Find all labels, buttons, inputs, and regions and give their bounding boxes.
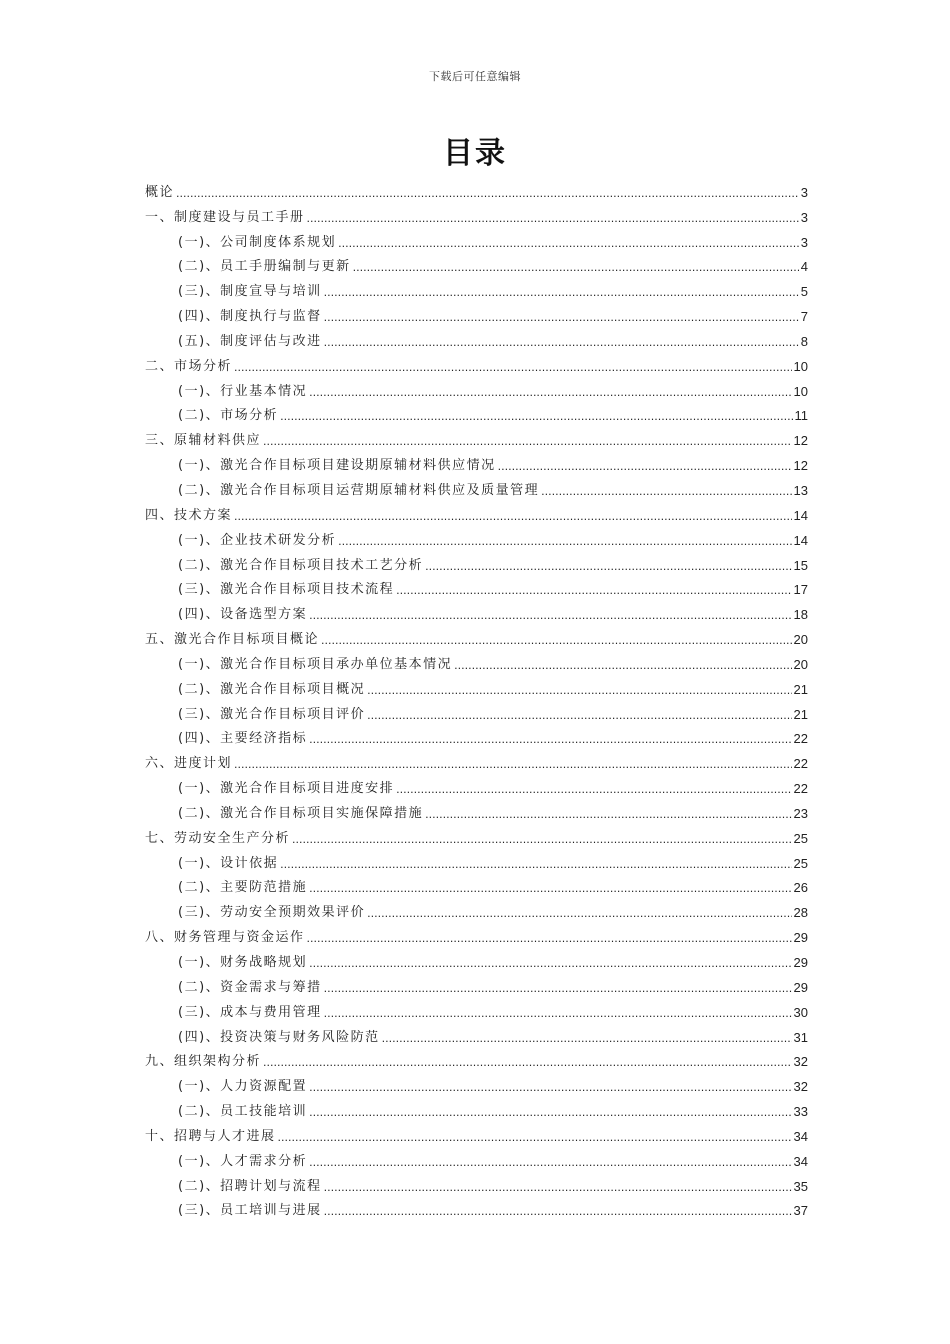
toc-dot-leader xyxy=(309,881,791,897)
toc-entry-page-number: 35 xyxy=(793,1178,808,1194)
toc-dot-leader xyxy=(396,782,791,798)
toc-entry[interactable] xyxy=(145,773,808,798)
toc-entry-page-number: 15 xyxy=(793,557,808,573)
toc-entry[interactable] xyxy=(145,1047,808,1072)
toc-entry-label: 三、原辅材料供应 xyxy=(145,433,262,449)
toc-entry-label: 一、制度建设与员工手册 xyxy=(145,209,305,225)
toc-entry[interactable] xyxy=(145,450,808,475)
toc-entry-page-number: 21 xyxy=(793,706,808,722)
toc-entry[interactable] xyxy=(145,401,808,426)
toc-entry-page-number: 18 xyxy=(793,607,808,623)
toc-entry-label: (四)、投资决策与财务风险防范 xyxy=(178,1029,380,1045)
toc-entry-page-number: 3 xyxy=(800,209,808,225)
toc-dot-leader xyxy=(338,236,799,252)
toc-entry-label: (二)、激光合作目标项目技术工艺分析 xyxy=(178,557,424,573)
toc-entry[interactable] xyxy=(145,326,808,351)
toc-entry-page-number: 21 xyxy=(793,681,808,697)
toc-dot-leader xyxy=(263,1055,792,1071)
toc-entry-page-number: 30 xyxy=(793,1004,808,1020)
toc-dot-leader xyxy=(234,757,792,773)
toc-entry-label: (一)、人才需求分析 xyxy=(178,1153,308,1169)
toc-entry-page-number: 14 xyxy=(793,507,808,523)
toc-dot-leader xyxy=(498,459,792,475)
toc-entry[interactable] xyxy=(145,1171,808,1196)
toc-entry-page-number: 12 xyxy=(793,433,808,449)
toc-dot-leader xyxy=(324,1180,792,1196)
toc-entry-page-number: 13 xyxy=(793,482,808,498)
toc-entry-page-number: 11 xyxy=(794,408,808,424)
toc-dot-leader xyxy=(324,1006,792,1022)
toc-dot-leader xyxy=(309,1080,791,1096)
toc-entry-label: 概论 xyxy=(145,184,175,200)
toc-entry-label: (二)、招聘计划与流程 xyxy=(178,1178,322,1194)
toc-dot-leader xyxy=(321,633,792,649)
toc-dot-leader xyxy=(454,658,791,674)
toc-entry-page-number: 20 xyxy=(793,632,808,648)
toc-entry-label: (二)、激光合作目标项目概况 xyxy=(178,681,366,697)
toc-dot-leader xyxy=(324,285,799,301)
toc-entry-page-number: 33 xyxy=(793,1104,808,1120)
toc-dot-leader xyxy=(382,1031,792,1047)
toc-entry-label: (二)、资金需求与筹措 xyxy=(178,979,322,995)
toc-entry[interactable] xyxy=(145,301,808,326)
toc-entry-label: (一)、财务战略规划 xyxy=(178,955,308,970)
toc-entry[interactable] xyxy=(145,873,808,898)
toc-dot-leader xyxy=(324,310,799,326)
toc-dot-leader xyxy=(280,857,791,873)
toc-entry-label: 十、招聘与人才进展 xyxy=(145,1128,276,1144)
toc-entry-page-number: 7 xyxy=(800,309,808,325)
toc-entry-label: (二)、市场分析 xyxy=(178,408,279,424)
toc-entry-page-number: 3 xyxy=(800,234,808,250)
toc-entry-label: (一)、激光合作目标项目承办单位基本情况 xyxy=(178,656,453,672)
toc-entry-page-number: 10 xyxy=(793,383,808,399)
toc-entry-label: (四)、主要经济指标 xyxy=(178,731,308,747)
toc-dot-leader xyxy=(367,683,791,699)
toc-entry-label: (二)、主要防范措施 xyxy=(178,880,308,896)
toc-entry-label: (三)、制度宣导与培训 xyxy=(178,284,322,300)
toc-entry-page-number: 22 xyxy=(793,756,808,772)
toc-dot-leader xyxy=(278,1130,792,1146)
toc-dot-leader xyxy=(324,335,799,351)
toc-dot-leader xyxy=(176,186,799,202)
toc-entry-page-number: 32 xyxy=(793,1079,808,1095)
toc-entry-page-number: 22 xyxy=(793,781,808,797)
toc-entry-label: (三)、激光合作目标项目技术流程 xyxy=(178,582,395,598)
toc-entry-page-number: 14 xyxy=(793,532,808,548)
toc-entry[interactable] xyxy=(145,649,808,674)
toc-dot-leader xyxy=(234,509,792,525)
toc-entry-label: (二)、员工技能培训 xyxy=(178,1104,308,1120)
toc-entry-page-number: 8 xyxy=(800,333,808,349)
toc-entry[interactable] xyxy=(145,227,808,252)
toc-entry[interactable] xyxy=(145,1121,808,1146)
toc-entry-label: (一)、行业基本情况 xyxy=(178,383,308,399)
toc-entry[interactable] xyxy=(145,997,808,1022)
toc-entry-page-number: 17 xyxy=(793,582,808,598)
toc-entry[interactable] xyxy=(145,475,808,500)
toc-entry[interactable] xyxy=(145,1196,808,1221)
toc-entry-label: (三)、激光合作目标项目评价 xyxy=(178,706,366,722)
toc-entry-label: (一)、激光合作目标项目进度安排 xyxy=(178,781,395,797)
header-note: 下载后可任意编辑 xyxy=(429,70,521,83)
toc-entry[interactable] xyxy=(145,500,808,525)
toc-entry-page-number: 31 xyxy=(793,1029,808,1045)
toc-entry[interactable] xyxy=(145,425,808,450)
toc-entry[interactable] xyxy=(145,1146,808,1171)
toc-entry-page-number: 26 xyxy=(793,880,808,896)
toc-entry-label: (一)、企业技术研发分析 xyxy=(178,532,337,548)
toc-entry-page-number: 23 xyxy=(793,805,808,821)
toc-entry-page-number: 29 xyxy=(793,955,808,970)
toc-entry[interactable] xyxy=(145,351,808,376)
toc-dot-leader xyxy=(309,608,791,624)
toc-entry-page-number: 4 xyxy=(800,259,808,275)
toc-entry-page-number: 37 xyxy=(793,1203,808,1219)
toc-entry[interactable] xyxy=(145,177,808,202)
toc-dot-leader xyxy=(309,1155,791,1171)
toc-entry-page-number: 12 xyxy=(793,458,808,474)
toc-entry[interactable] xyxy=(145,525,808,550)
toc-entry-label: (一)、人力资源配置 xyxy=(178,1079,308,1095)
toc-dot-leader xyxy=(324,981,792,997)
toc-entry-label: 二、市场分析 xyxy=(145,358,233,374)
toc-entry[interactable] xyxy=(145,674,808,699)
toc-entry-label: (五)、制度评估与改进 xyxy=(178,333,322,349)
toc-dot-leader xyxy=(541,484,791,500)
toc-dot-leader xyxy=(353,260,799,276)
toc-entry-page-number: 34 xyxy=(793,1153,808,1169)
toc-entry[interactable] xyxy=(145,599,808,624)
toc-entry-label: 九、组织架构分析 xyxy=(145,1054,262,1070)
toc-dot-leader xyxy=(263,434,792,450)
toc-entry-label: (二)、激光合作目标项目运营期原辅材料供应及质量管理 xyxy=(178,482,540,498)
toc-entry[interactable] xyxy=(145,376,808,401)
toc-dot-leader xyxy=(367,708,791,724)
toc-dot-leader xyxy=(309,732,791,748)
table-of-contents xyxy=(145,177,808,1220)
toc-entry-label: (二)、员工手册编制与更新 xyxy=(178,259,351,275)
toc-entry-page-number: 34 xyxy=(793,1128,808,1144)
toc-entry-label: (二)、激光合作目标项目实施保障措施 xyxy=(178,805,424,821)
toc-entry-page-number: 3 xyxy=(800,184,808,200)
toc-dot-leader xyxy=(425,807,791,823)
toc-entry-page-number: 20 xyxy=(793,656,808,672)
toc-entry-page-number: 29 xyxy=(793,930,808,946)
toc-entry[interactable] xyxy=(145,947,808,972)
toc-entry[interactable] xyxy=(145,724,808,749)
toc-entry-label: (一)、激光合作目标项目建设期原辅材料供应情况 xyxy=(178,458,496,474)
toc-entry[interactable] xyxy=(145,897,808,922)
toc-entry-label: 六、进度计划 xyxy=(145,756,233,772)
toc-dot-leader xyxy=(396,583,791,599)
toc-entry[interactable] xyxy=(145,550,808,575)
toc-entry-page-number: 22 xyxy=(793,731,808,747)
toc-entry[interactable] xyxy=(145,1022,808,1047)
toc-dot-leader xyxy=(338,534,791,550)
toc-entry-label: (三)、劳动安全预期效果评价 xyxy=(178,905,366,921)
toc-dot-leader xyxy=(280,409,792,425)
toc-entry-label: (一)、设计依据 xyxy=(178,855,279,871)
toc-entry-label: 五、激光合作目标项目概论 xyxy=(145,632,320,648)
toc-dot-leader xyxy=(309,956,791,972)
toc-entry[interactable] xyxy=(145,276,808,301)
toc-dot-leader xyxy=(309,1105,791,1121)
toc-entry[interactable] xyxy=(145,972,808,997)
toc-entry[interactable] xyxy=(145,252,808,277)
toc-entry[interactable] xyxy=(145,922,808,947)
toc-entry[interactable] xyxy=(145,748,808,773)
toc-entry-label: 七、劳动安全生产分析 xyxy=(145,830,291,846)
toc-entry-label: (四)、设备选型方案 xyxy=(178,607,308,623)
toc-dot-leader xyxy=(234,360,792,376)
toc-entry-page-number: 25 xyxy=(793,830,808,846)
toc-entry-page-number: 10 xyxy=(793,358,808,374)
page-title: 目录 xyxy=(443,136,507,171)
toc-entry[interactable] xyxy=(145,798,808,823)
toc-dot-leader xyxy=(309,385,791,401)
toc-entry-label: (四)、制度执行与监督 xyxy=(178,309,322,325)
toc-entry[interactable] xyxy=(145,699,808,724)
toc-entry[interactable] xyxy=(145,624,808,649)
toc-entry[interactable] xyxy=(145,823,808,848)
toc-dot-leader xyxy=(307,211,799,227)
toc-dot-leader xyxy=(292,832,792,848)
toc-entry-label: 四、技术方案 xyxy=(145,507,233,523)
toc-entry-label: (三)、成本与费用管理 xyxy=(178,1004,322,1020)
toc-entry-page-number: 25 xyxy=(793,855,808,871)
toc-entry[interactable] xyxy=(145,575,808,600)
toc-dot-leader xyxy=(324,1204,792,1220)
toc-entry-page-number: 28 xyxy=(793,905,808,921)
toc-entry[interactable] xyxy=(145,848,808,873)
toc-entry[interactable] xyxy=(145,202,808,227)
toc-dot-leader xyxy=(367,906,791,922)
toc-entry[interactable] xyxy=(145,1096,808,1121)
toc-dot-leader xyxy=(307,931,792,947)
toc-entry-label: (一)、公司制度体系规划 xyxy=(178,234,337,250)
toc-dot-leader xyxy=(425,559,791,575)
toc-entry-label: (三)、员工培训与进展 xyxy=(178,1203,322,1219)
toc-entry-label: 八、财务管理与资金运作 xyxy=(145,930,305,946)
toc-entry[interactable] xyxy=(145,1071,808,1096)
toc-entry-page-number: 5 xyxy=(800,284,808,300)
toc-entry-page-number: 29 xyxy=(793,979,808,995)
toc-entry-page-number: 32 xyxy=(793,1054,808,1070)
